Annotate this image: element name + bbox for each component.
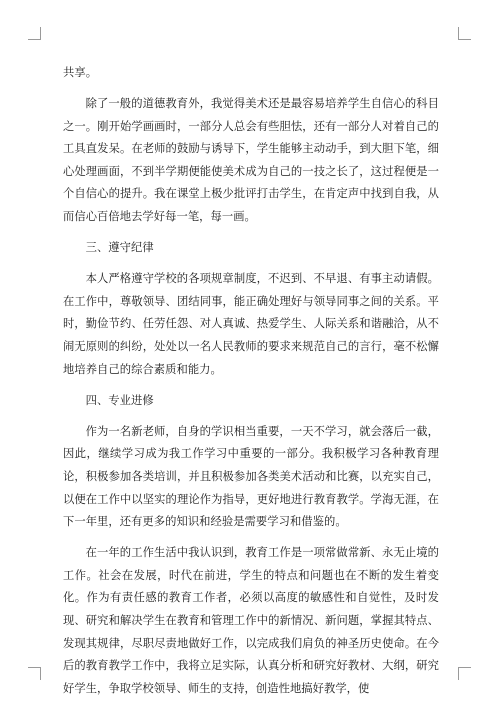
- paragraph-professional-study: 作为一名新老师，自身的学识相当重要，一天不学习，就会落后一截，因此，继续学习成为我工作学习中重要的一部分。我积极学习各种教育理论，积极参加各类培训，并且积极参加各类美术活动和比赛，以充实自己，以便在工作中以坚实的理论作为指导，更好地进行教育教学。学海无涯，在下一年里，还有更多的知识和经验是需要学习和借鉴的。: [63, 424, 439, 529]
- paragraph-art-confidence: 除了一般的道德教育外，我觉得美术还是最容易培养学生自信心的科目之一。刚开始学画画时，一部分人总会有些胆怯，还有一部分人对着自己的工具直发呆。在老师的鼓励与诱导下，学生能够主动动手，到大胆下笔，细心处理画面，不到半学期便能使美术成为自己的一技之长了，这过程便是一个自信心的提升。我在课堂上极少批评打击学生，在肯定声中找到自我，从而信心百倍地去学好每一笔，每一画。: [63, 97, 439, 224]
- paragraph-continuation: 共享。: [63, 66, 98, 79]
- section-heading-professional-study: 四、专业进修: [85, 393, 154, 407]
- crop-mark-bottom-left: [28, 667, 41, 680]
- paragraph-reflection: 在一年的工作生活中我认识到，教育工作是一项常做常新、永无止境的工作。社会在发展，时代在前进，学生的特点和问题也在不断的发生着变化。作为有责任感的教育工作者，必须以高度的敏感性和自觉性，及时发现、研究和解决学生在教育和管理工作中的新情况、新问题，掌握其特点、发现其规律，尽职尽责地做好工作，以完成我们肩负的神圣历史使命。在今后的教育教学工作中，我将立足实际，认真分析和研究好教材、大纲，研究好学生，争取学校领导、师生的支持，创造性地搞好教学，使: [63, 546, 439, 695]
- document-body: [63, 62, 439, 709]
- crop-mark-bottom-right: [458, 667, 471, 680]
- paragraph-discipline: 本人严格遵守学校的各项规章制度，不迟到、不早退、有事主动请假。在工作中，尊敬领导、团结同事，能正确处理好与领导同事之间的关系。平时，勤俭节约、任劳任怨、对人真诚、热爱学生、人际关系和谐融洽，从不闹无原则的纠纷，处处以一名人民教师的要求来规范自己的言行，毫不松懈地培养自己的综合素质和能力。: [63, 272, 439, 376]
- section-heading-discipline: 三、遵守纪律: [85, 241, 154, 255]
- crop-mark-top-right: [458, 27, 471, 40]
- crop-mark-top-left: [28, 27, 41, 40]
